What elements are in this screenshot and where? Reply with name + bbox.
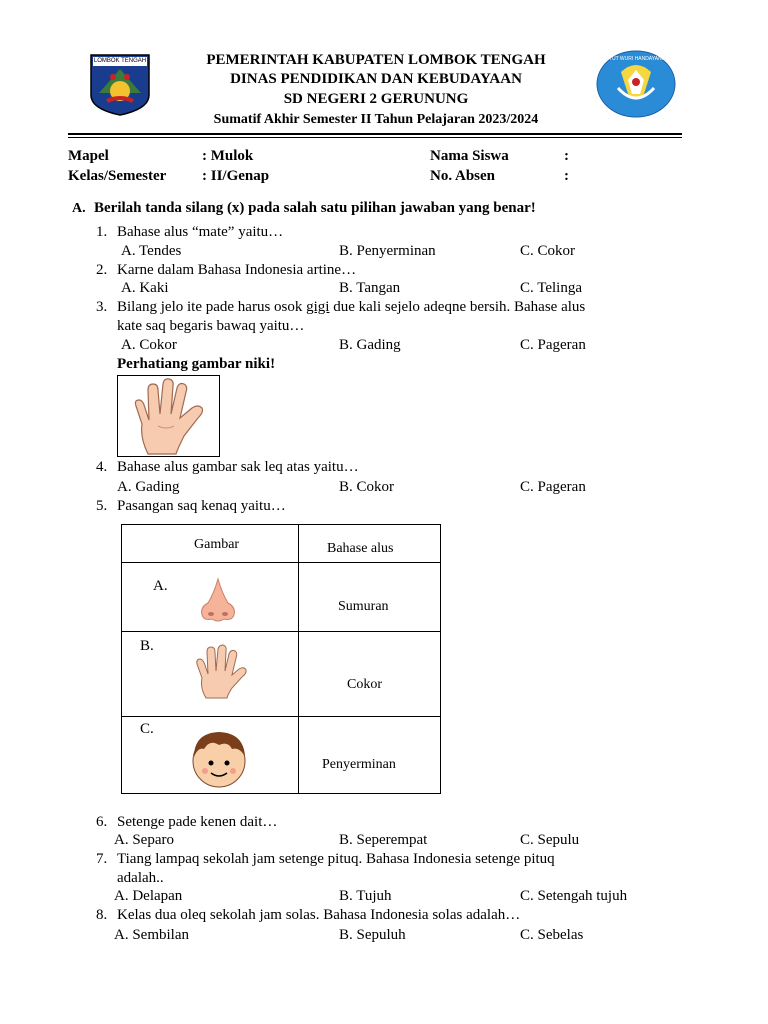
- question-3-text-line-2: kate saq begaris bawaq yaitu…: [117, 318, 305, 334]
- question-4-number: 4.: [96, 459, 108, 475]
- question-1-option-a[interactable]: A. Tendes: [121, 243, 182, 259]
- matching-table: [121, 524, 441, 794]
- hand-image: [118, 376, 219, 456]
- kelas-semester-label: Kelas/Semester: [68, 168, 167, 184]
- table-cell-value-b[interactable]: [299, 632, 441, 717]
- question-7-option-b[interactable]: B. Tujuh: [339, 888, 392, 904]
- question-7-text-line-2: adalah..: [117, 870, 164, 886]
- row-b-value: Cokor: [347, 677, 382, 692]
- section-a-title: Berilah tanda silang (x) pada salah satu pilihan jawaban yang benar!: [94, 200, 536, 216]
- right-logo-text: TUT WURI HANDAYANI: [608, 56, 664, 62]
- tut-wuri-handayani-logo: [596, 50, 676, 118]
- question-8-number: 8.: [96, 907, 108, 923]
- question-3-option-a[interactable]: A. Cokor: [121, 337, 177, 353]
- question-5-text: Pasangan saq kenaq yaitu…: [117, 498, 286, 514]
- question-8-option-c[interactable]: C. Sebelas: [520, 927, 584, 943]
- table-header-gambar: [122, 525, 299, 563]
- kelas-semester-value: : II/Genap: [202, 168, 270, 184]
- question-4-option-c[interactable]: C. Pageran: [520, 479, 586, 495]
- question-2-text: Karne dalam Bahasa Indonesia artine…: [117, 262, 357, 278]
- question-7-option-a[interactable]: A. Delapan: [114, 888, 183, 904]
- table-cell-picture-c[interactable]: [122, 717, 299, 794]
- question-7-number: 7.: [96, 851, 108, 867]
- header-divider-thin: [68, 137, 682, 138]
- question-6-option-a[interactable]: A. Separo: [114, 832, 174, 848]
- question-6-text: Setenge pade kenen dait…: [117, 814, 278, 830]
- header-line-1: PEMERINTAH KABUPATEN LOMBOK TENGAH: [206, 52, 546, 68]
- header-gambar-text: Gambar: [194, 537, 240, 552]
- question-2-option-c[interactable]: C. Telinga: [520, 280, 582, 296]
- row-b-label: B.: [140, 638, 154, 654]
- picture-prompt: Perhatiang gambar niki!: [117, 356, 276, 372]
- table-cell-picture-a[interactable]: [122, 563, 299, 632]
- question-7-text-line-1: Tiang lampaq sekolah jam setenge pituq. Bahasa Indonesia setenge pituq: [117, 851, 555, 867]
- row-a-value: Sumuran: [338, 599, 389, 614]
- question-3-option-b[interactable]: B. Gading: [339, 337, 401, 353]
- question-2-number: 2.: [96, 262, 108, 278]
- row-c-value: Penyerminan: [322, 757, 396, 772]
- question-3-option-c[interactable]: C. Pageran: [520, 337, 586, 353]
- question-8-option-b[interactable]: B. Sepuluh: [339, 927, 406, 943]
- question-4-option-a[interactable]: A. Gading: [117, 479, 180, 495]
- table-cell-value-c[interactable]: [299, 717, 441, 794]
- no-absen-label: No. Absen: [430, 168, 496, 184]
- mapel-label: Mapel: [68, 148, 109, 164]
- question-6-option-c[interactable]: C. Sepulu: [520, 832, 580, 848]
- table-cell-value-a[interactable]: [299, 563, 441, 632]
- question-1-text: Bahase alus “mate” yaitu…: [117, 224, 284, 240]
- lombok-tengah-logo: [89, 53, 151, 117]
- question-8-text: Kelas dua oleq sekolah jam solas. Bahasa Indonesia solas adalah…: [117, 907, 521, 923]
- question-3-text-part-2: due kali sejelo adeqne bersih. Bahase alus: [333, 299, 586, 315]
- header-line-4: Sumatif Akhir Semester II Tahun Pelajaran 2023/2024: [213, 112, 539, 127]
- table-cell-picture-b[interactable]: [122, 632, 299, 717]
- question-4-text: Bahase alus gambar sak leq atas yaitu…: [117, 459, 359, 475]
- question-6-number: 6.: [96, 814, 108, 830]
- question-5-number: 5.: [96, 498, 108, 514]
- row-a-label: A.: [153, 578, 168, 594]
- table-header-row: [122, 525, 441, 563]
- nama-siswa-value[interactable]: :: [564, 148, 569, 164]
- header-bahase-alus-text: Bahase alus: [327, 541, 394, 556]
- question-3-text-part-1: Bilang jelo ite pade harus osok: [117, 299, 303, 315]
- question-4-option-b[interactable]: B. Cokor: [339, 479, 395, 495]
- mapel-value: : Mulok: [202, 148, 254, 164]
- question-7-option-c[interactable]: C. Setengah tujuh: [520, 888, 628, 904]
- table-row[interactable]: [122, 632, 441, 717]
- question-3-text-line-1: [117, 299, 585, 316]
- question-1-option-b[interactable]: B. Penyerminan: [339, 243, 436, 259]
- header-divider-thick: [68, 133, 682, 135]
- table-header-bahase-alus: [299, 525, 441, 563]
- header-line-3: SD NEGERI 2 GERUNUNG: [283, 91, 469, 107]
- header-line-2: DINAS PENDIDIKAN DAN KEBUDAYAAN: [230, 71, 522, 87]
- nama-siswa-label: Nama Siswa: [430, 148, 509, 164]
- hand-picture-frame: [117, 375, 220, 457]
- question-2-option-b[interactable]: B. Tangan: [339, 280, 401, 296]
- section-a-marker: A.: [72, 201, 86, 216]
- table-row[interactable]: [122, 717, 441, 794]
- table-row[interactable]: [122, 563, 441, 632]
- hand-icon: [190, 644, 248, 700]
- question-1-number: 1.: [96, 224, 108, 240]
- question-1-option-c[interactable]: C. Cokor: [520, 243, 576, 259]
- nose-icon: [198, 577, 238, 623]
- no-absen-value[interactable]: :: [564, 168, 569, 184]
- left-logo-text: LOMBOK TENGAH: [93, 58, 147, 64]
- question-6-option-b[interactable]: B. Seperempat: [339, 832, 428, 848]
- question-3-underlined-word: gigi: [306, 299, 330, 315]
- question-2-option-a[interactable]: A. Kaki: [121, 280, 169, 296]
- question-8-option-a[interactable]: A. Sembilan: [114, 927, 189, 943]
- question-3-number: 3.: [96, 299, 108, 315]
- row-c-label: C.: [140, 721, 154, 737]
- face-icon: [188, 727, 250, 789]
